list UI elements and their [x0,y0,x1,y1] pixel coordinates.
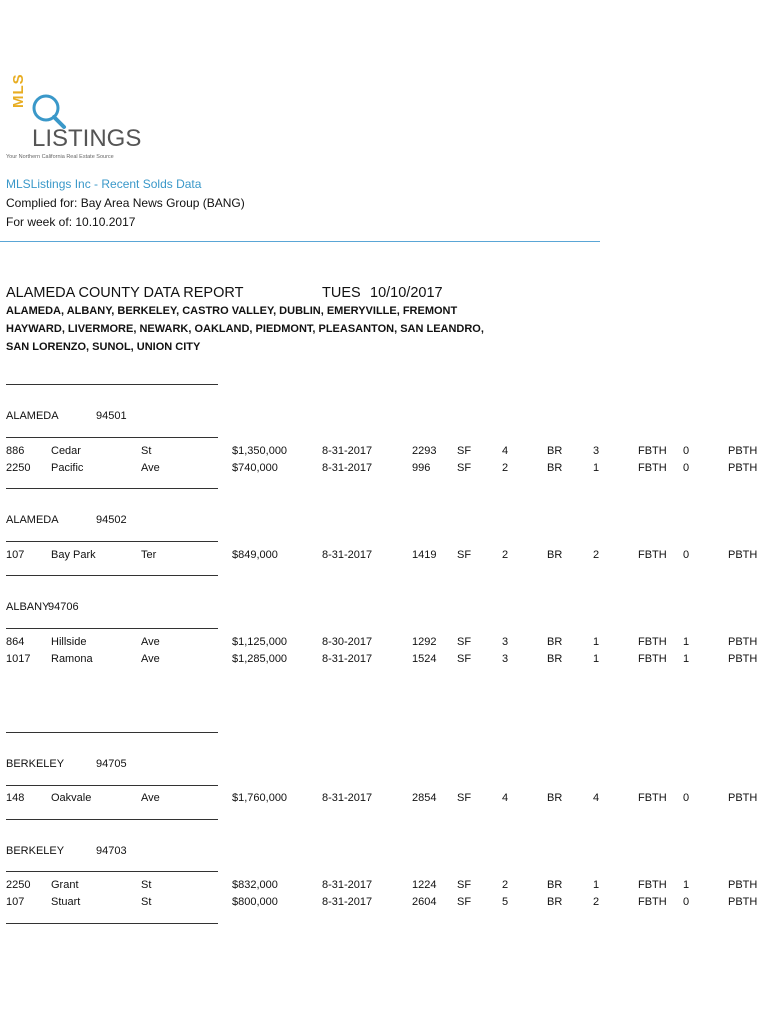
cell-fbaths: 2 [593,896,600,908]
sale-row [0,636,768,652]
cell-fbaths: 2 [593,549,600,561]
cell-beds: 2 [502,549,509,561]
cell-br: BR [547,792,563,804]
report-day: TUES [322,285,361,301]
sale-row [0,879,768,895]
compiled-for-line: Complied for: Bay Area News Group (BANG) [6,196,245,210]
cell-pbaths: 0 [683,445,690,457]
cell-sqft: 2854 [412,792,437,804]
cell-street: Oakvale [51,792,92,804]
cell-date: 8-31-2017 [322,896,373,908]
cell-sqft: 996 [412,462,431,474]
cell-price: $740,000 [232,462,278,474]
cell-beds: 2 [502,462,509,474]
cell-fbth: FBTH [638,896,667,908]
week-of-line: For week of: 10.10.2017 [6,215,136,229]
cell-sf: SF [457,653,472,665]
cell-suffix: Ave [141,792,160,804]
cell-sqft: 1419 [412,549,437,561]
cell-num: 1017 [6,653,31,665]
cell-price: $800,000 [232,896,278,908]
sale-row [0,445,768,461]
city-list-line-2: HAYWARD, LIVERMORE, NEWARK, OAKLAND, PIEDMONT, PLEASANTON, SAN LEANDRO, [6,323,484,335]
cell-br: BR [547,636,563,648]
section-separator [6,437,218,438]
cell-fbth: FBTH [638,792,667,804]
cell-fbth: FBTH [638,549,667,561]
section-zip: 94501 [96,410,127,422]
cell-num: 864 [6,636,25,648]
sale-row [0,792,768,808]
section-separator [6,488,218,489]
cell-sqft: 2293 [412,445,437,457]
cell-suffix: Ave [141,636,160,648]
cell-fbaths: 1 [593,879,600,891]
section-city: BERKELEY [6,758,65,770]
logo-tagline: Your Northern California Real Estate Source [6,154,114,160]
section-separator [6,732,218,733]
cell-suffix: Ter [141,549,157,561]
cell-street: Ramona [51,653,93,665]
cell-num: 2250 [6,879,31,891]
cell-street: Pacific [51,462,84,474]
cell-fbth: FBTH [638,653,667,665]
section-separator [6,628,218,629]
section-city: BERKELEY [6,845,65,857]
section-separator [6,785,218,786]
cell-suffix: Ave [141,462,160,474]
cell-pbth: PBTH [728,792,758,804]
section-zip: 94703 [96,845,127,857]
cell-sqft: 2604 [412,896,437,908]
cell-street: Stuart [51,896,81,908]
section-city: ALAMEDA [6,514,59,526]
cell-pbth: PBTH [728,896,758,908]
cell-date: 8-31-2017 [322,462,373,474]
cell-num: 886 [6,445,25,457]
cell-fbaths: 1 [593,653,600,665]
cell-pbth: PBTH [728,636,758,648]
cell-suffix: St [141,445,152,457]
cell-pbaths: 0 [683,549,690,561]
cell-price: $1,760,000 [232,792,288,804]
cell-pbth: PBTH [728,445,758,457]
sale-row [0,549,768,565]
city-list-line-1: ALAMEDA, ALBANY, BERKELEY, CASTRO VALLEY, DUBLIN, EMERYVILLE, FREMONT [6,305,458,317]
cell-street: Cedar [51,445,81,457]
cell-pbth: PBTH [728,549,758,561]
section-separator [6,923,218,924]
cell-date: 8-31-2017 [322,653,373,665]
report-title: ALAMEDA COUNTY DATA REPORT [6,285,244,301]
cell-num: 148 [6,792,25,804]
cell-fbaths: 1 [593,462,600,474]
section-zip: 94706 [48,601,79,613]
cell-sqft: 1224 [412,879,437,891]
cell-br: BR [547,549,563,561]
cell-suffix: Ave [141,653,160,665]
section-separator [6,819,218,820]
cell-street: Bay Park [51,549,96,561]
cell-suffix: St [141,879,152,891]
cell-br: BR [547,879,563,891]
cell-pbth: PBTH [728,879,758,891]
cell-fbth: FBTH [638,636,667,648]
sale-row [0,896,768,912]
cell-suffix: St [141,896,152,908]
section-city: ALBANY [6,601,50,613]
cell-sf: SF [457,792,472,804]
cell-pbth: PBTH [728,462,758,474]
cell-beds: 4 [502,792,509,804]
section-separator [6,575,218,576]
cell-sf: SF [457,879,472,891]
section-zip: 94705 [96,758,127,770]
cell-pbth: PBTH [728,653,758,665]
cell-price: $849,000 [232,549,278,561]
cell-br: BR [547,445,563,457]
section-zip: 94502 [96,514,127,526]
section-separator [6,384,218,385]
cell-price: $1,350,000 [232,445,288,457]
cell-fbth: FBTH [638,445,667,457]
cell-price: $1,125,000 [232,636,288,648]
cell-street: Grant [51,879,79,891]
cell-num: 107 [6,549,25,561]
cell-street: Hillside [51,636,87,648]
cell-num: 2250 [6,462,31,474]
cell-date: 8-31-2017 [322,792,373,804]
cell-br: BR [547,462,563,474]
report-date: 10/10/2017 [370,285,443,301]
cell-beds: 2 [502,879,509,891]
cell-sqft: 1292 [412,636,437,648]
cell-sqft: 1524 [412,653,437,665]
cell-sf: SF [457,445,472,457]
cell-pbaths: 0 [683,462,690,474]
cell-beds: 5 [502,896,509,908]
cell-br: BR [547,653,563,665]
cell-sf: SF [457,462,472,474]
cell-beds: 3 [502,636,509,648]
cell-price: $832,000 [232,879,278,891]
source-line: MLSListings Inc - Recent Solds Data [6,177,202,191]
city-list-line-3: SAN LORENZO, SUNOL, UNION CITY [6,341,201,353]
cell-num: 107 [6,896,25,908]
section-separator [6,541,218,542]
cell-date: 8-31-2017 [322,549,373,561]
cell-sf: SF [457,636,472,648]
cell-pbaths: 1 [683,636,690,648]
cell-date: 8-30-2017 [322,636,373,648]
sale-row [0,653,768,669]
section-separator [6,871,218,872]
cell-pbaths: 1 [683,653,690,665]
cell-beds: 3 [502,653,509,665]
cell-sf: SF [457,549,472,561]
cell-fbth: FBTH [638,879,667,891]
cell-date: 8-31-2017 [322,445,373,457]
cell-br: BR [547,896,563,908]
cell-price: $1,285,000 [232,653,288,665]
cell-fbaths: 4 [593,792,600,804]
cell-pbaths: 1 [683,879,690,891]
logo-wordmark: LISTINGS [32,125,142,152]
cell-pbaths: 0 [683,896,690,908]
cell-beds: 4 [502,445,509,457]
cell-fbaths: 1 [593,636,600,648]
logo-mls-text: MLS [10,73,27,108]
cell-date: 8-31-2017 [322,879,373,891]
section-city: ALAMEDA [6,410,59,422]
cell-pbaths: 0 [683,792,690,804]
header-divider [0,241,600,242]
cell-sf: SF [457,896,472,908]
cell-fbaths: 3 [593,445,600,457]
cell-fbth: FBTH [638,462,667,474]
sale-row [0,462,768,478]
